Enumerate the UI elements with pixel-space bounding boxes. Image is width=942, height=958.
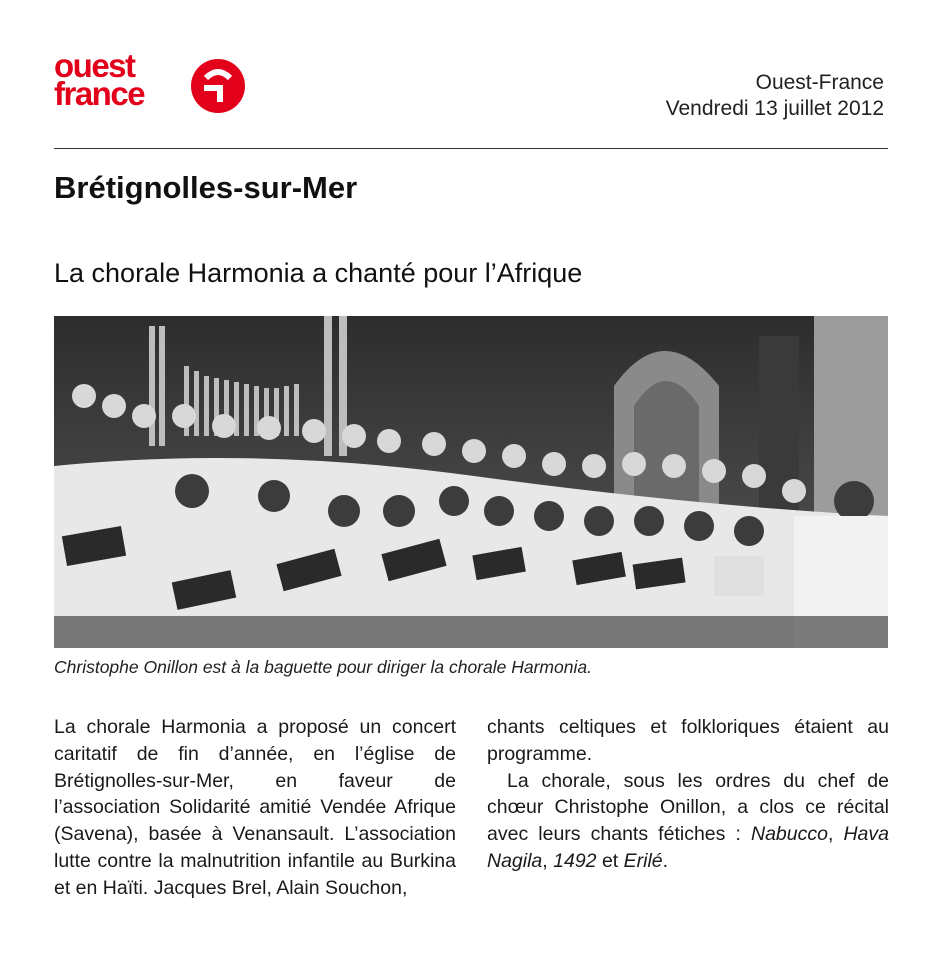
article-headline: La chorale Harmonia a chanté pour l’Afrique [54, 258, 583, 288]
paragraph-end: . [662, 849, 669, 872]
publication-date: Vendredi 13 juillet 2012 [665, 97, 884, 120]
ouest-france-logo [54, 47, 254, 116]
article-paragraph-2 [487, 768, 889, 875]
logo-line-ouest: ouest [54, 47, 135, 84]
source-block [666, 70, 884, 122]
song-separator-2: , [542, 849, 554, 872]
photo-caption: Christophe Onillon est à la baguette pour diriger la chorale Harmonia. [54, 657, 592, 677]
article-paragraph-1: La chorale Harmonia a proposé un concert caritatif de fin d’année, en l’église de Brétignolles-sur-Mer, en faveur de l’association Solidarité amitié Vendée Afrique (Savena), basée à Venansault. L’association lutte contre la malnutrition infantile au Burkina et en Haïti. Jacques Brel, Alain Souchon, [54, 716, 456, 899]
logo-wordmark [54, 47, 145, 112]
header-divider [54, 148, 888, 149]
article-column-1 [54, 714, 456, 902]
logo-symbol-icon [190, 58, 246, 114]
paragraph-2-text: La chorale, sous les ordres du chef de chœur Christophe Onillon, a clos ce récital avec leurs chants fétiches : [487, 769, 889, 846]
article-column-2 [487, 714, 889, 875]
logo-line-france: france [54, 75, 145, 112]
song-separator-3: et [596, 849, 624, 872]
publication-name: Ouest-France [755, 71, 884, 94]
choir-photo [54, 316, 888, 648]
article-paragraph-1-continued: chants celtiques et folkloriques étaient au programme. [487, 716, 889, 765]
song-separator-1: , [827, 823, 844, 846]
song-nabucco: Nabucco [750, 823, 828, 846]
song-hava-nagila: Hava Nagila [487, 823, 889, 872]
song-1492: 1492 [553, 849, 597, 872]
section-title: Brétignolles-sur-Mer [54, 170, 358, 205]
song-erile: Erilé [623, 849, 663, 872]
